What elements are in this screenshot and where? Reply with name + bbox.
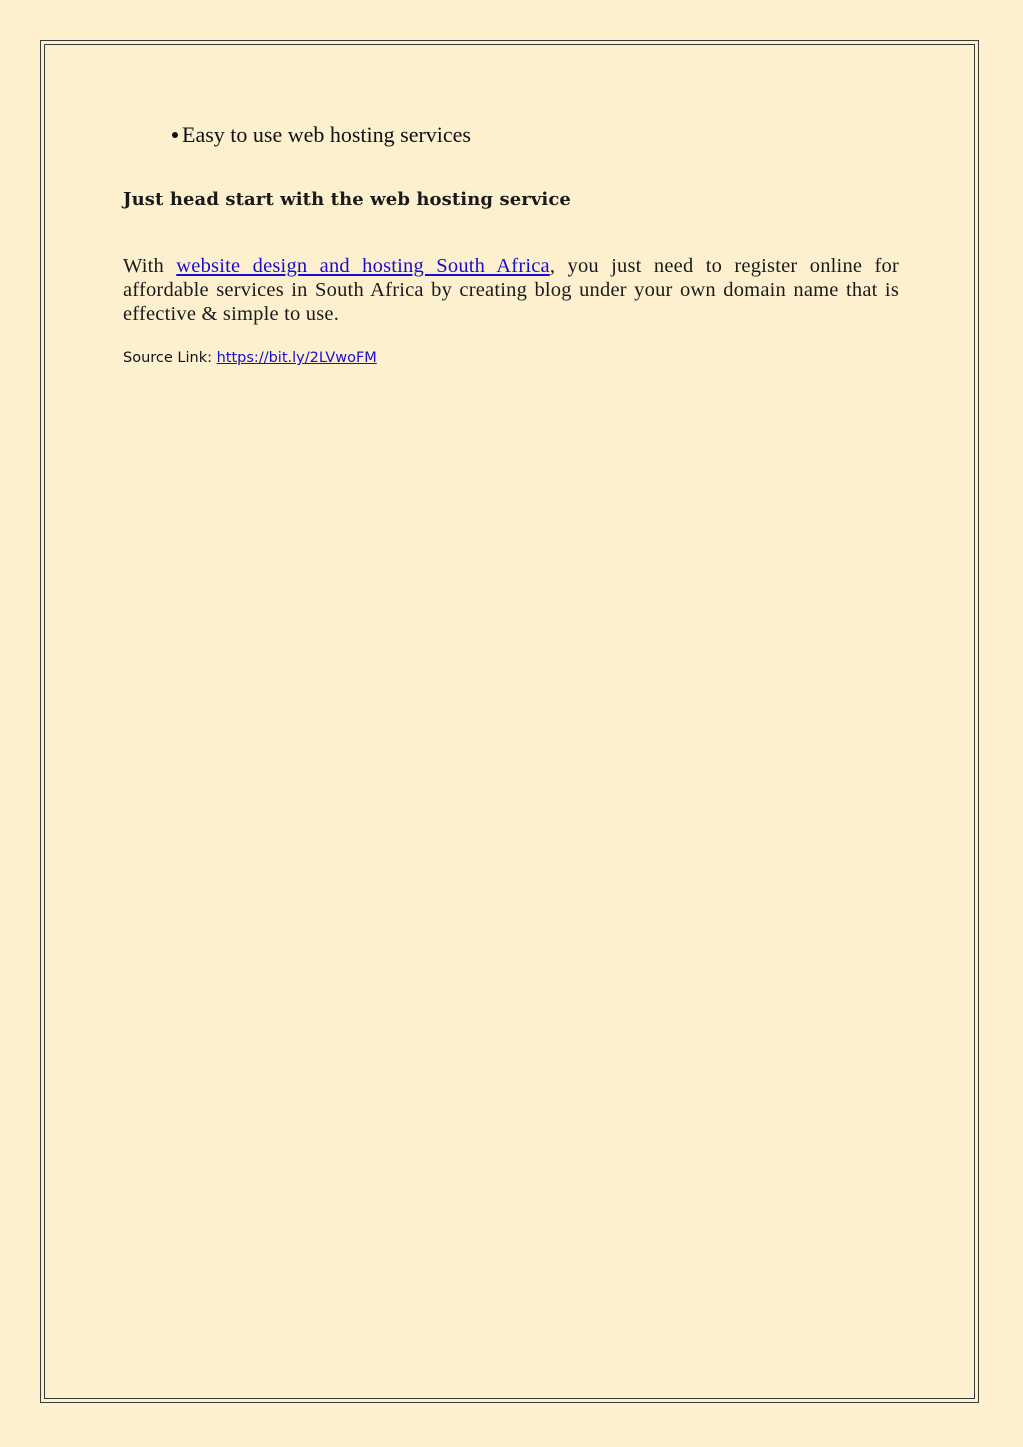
page-border-inner xyxy=(44,44,975,1399)
source-line xyxy=(123,350,377,366)
source-label: Source Link: xyxy=(123,350,217,366)
source-link[interactable]: https://bit.ly/2LVwoFM xyxy=(216,350,377,366)
paragraph-suffix: , you just need to register online for affordable services in South Africa by creating blog under your own domain name that is effective & simple to use. xyxy=(123,255,900,325)
paragraph-prefix: With xyxy=(123,255,177,277)
bullet-list-item xyxy=(172,122,471,148)
website-design-hosting-link[interactable]: website design and hosting South Africa xyxy=(176,255,550,277)
bullet-item-text: Easy to use web hosting services xyxy=(182,122,471,147)
bullet-icon xyxy=(172,132,178,138)
section-heading: Just head start with the web hosting service xyxy=(123,189,571,210)
body-paragraph xyxy=(123,254,899,326)
